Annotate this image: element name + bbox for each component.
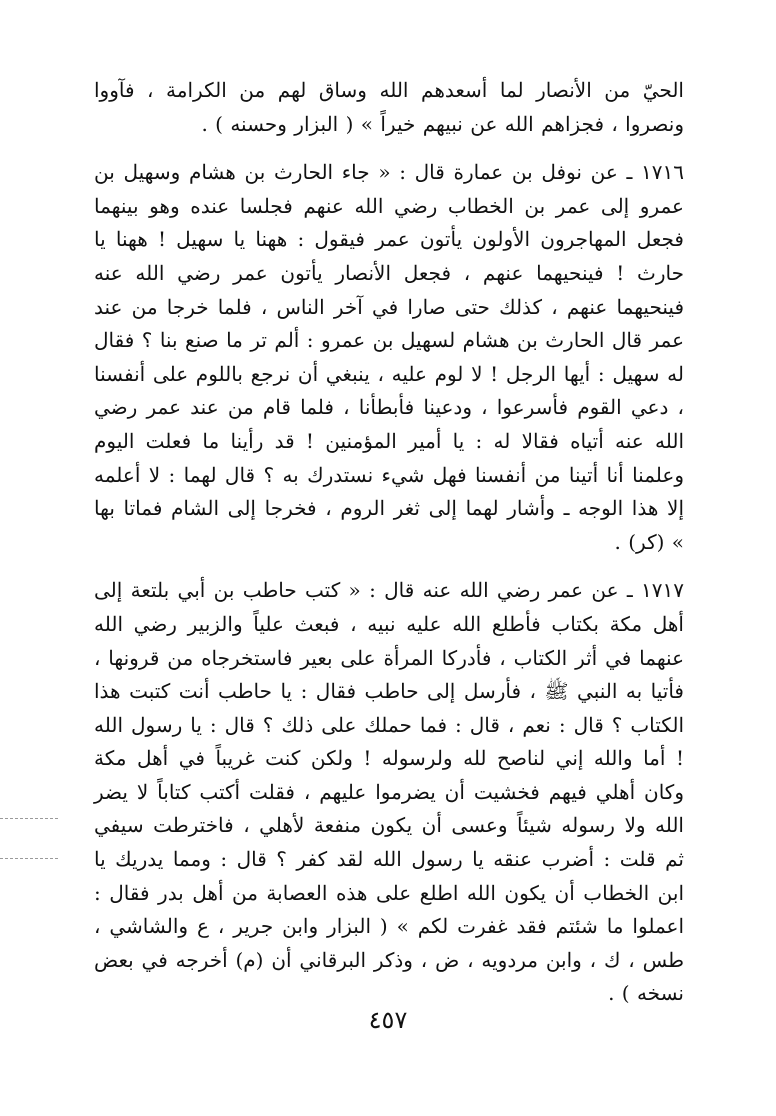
hadith-1717: ١٧١٧ ـ عن عمر رضي الله عنه قال : « كتب حاطب بن أبي بلتعة إلى أهل مكة بكتاب فأطلع الله عليه نبيه ، فبعث علياً والزبير رضي الله عنهما في أثر الكتاب ، فأدركا المرأة على بعير فاستخرجاه من قرونها ، فأتيا به النبي ﷺ ، فأرسل إلى حاطب فقال : يا حاطب أنت كتبت هذا الكتاب ؟ قال : نعم ، قال : فما حملك على ذلك ؟ قال : يا رسول الله ! أما والله إني لناصح لله ولرسوله ! ولكن كنت غريباً في أهل مكة وكان أهلي فيهم فخشيت أن يضرموا عليهم ، فقلت أكتب كتاباً لا يضر الله ولا رسوله شيئاً وعسى أن يكون منفعة لأهلي ، فاخترطت سيفي ثم قلت : أضرب عنقه يا رسول الله لقد كفر ؟ قال : ومما يدريك يا ابن الخطاب أن يكون الله اطلع على هذه العصابة من أهل بدر فقال : اعملوا ما شئتم فقد غفرت لكم » ( البزار وابن جرير ، ع والشاشي ، طس ، ك ، وابن مردويه ، ض ، وذكر البرقاني أن (م) أخرجه في بعض نسخه ) . (94, 578, 684, 1006)
hadith-1716: ١٧١٦ ـ عن نوفل بن عمارة قال : « جاء الحارث بن هشام وسهيل بن عمرو إلى عمر بن الخطاب رضي الله عنهم فجلسا عنده وهو بينهما فجعل المهاجرون الأولون يأتون عمر فيقول : ههنا يا سهيل ! ههنا يا حارث ! فينحيهما عنهم ، فجعل الأنصار يأتون عمر رضي الله عنه فينحيهما عنهم ، كذلك حتى صارا في آخر الناس ، فلما خرجا من عند عمر قال الحارث بن هشام لسهيل بن عمرو : ألم تر ما صنع بنا ؟ فقال له سهيل : أيها الرجل ! لا لوم عليه ، ينبغي أن نرجع باللوم على أنفسنا ، دعي القوم فأسرعوا ، ودعينا فأبطأنا ، فلما قام من عند عمر رضي الله عنه أتياه فقالا له : يا أمير المؤمنين ! قد رأينا ما فعلت اليوم وعلمنا أنا أتينا من أنفسنا فهل شيء نستدرك به ؟ قال لهما : لا أعلمه إلا هذا الوجه ـ وأشار لهما إلى ثغر الروم ، فخرجا إلى الشام فماتا بها » (كر) . (94, 160, 684, 554)
page-body (94, 74, 684, 1026)
margin-rule (0, 858, 58, 859)
paragraph-continuation: الحيّ من الأنصار لما أسعدهم الله وساق لهم من الكرامة ، فآووا ونصروا ، فجزاهم الله عن نبيهم خيراً » ( البزار وحسنه ) . (94, 78, 684, 136)
margin-rule (0, 818, 58, 819)
page-number: ٤٥٧ (368, 1006, 408, 1034)
